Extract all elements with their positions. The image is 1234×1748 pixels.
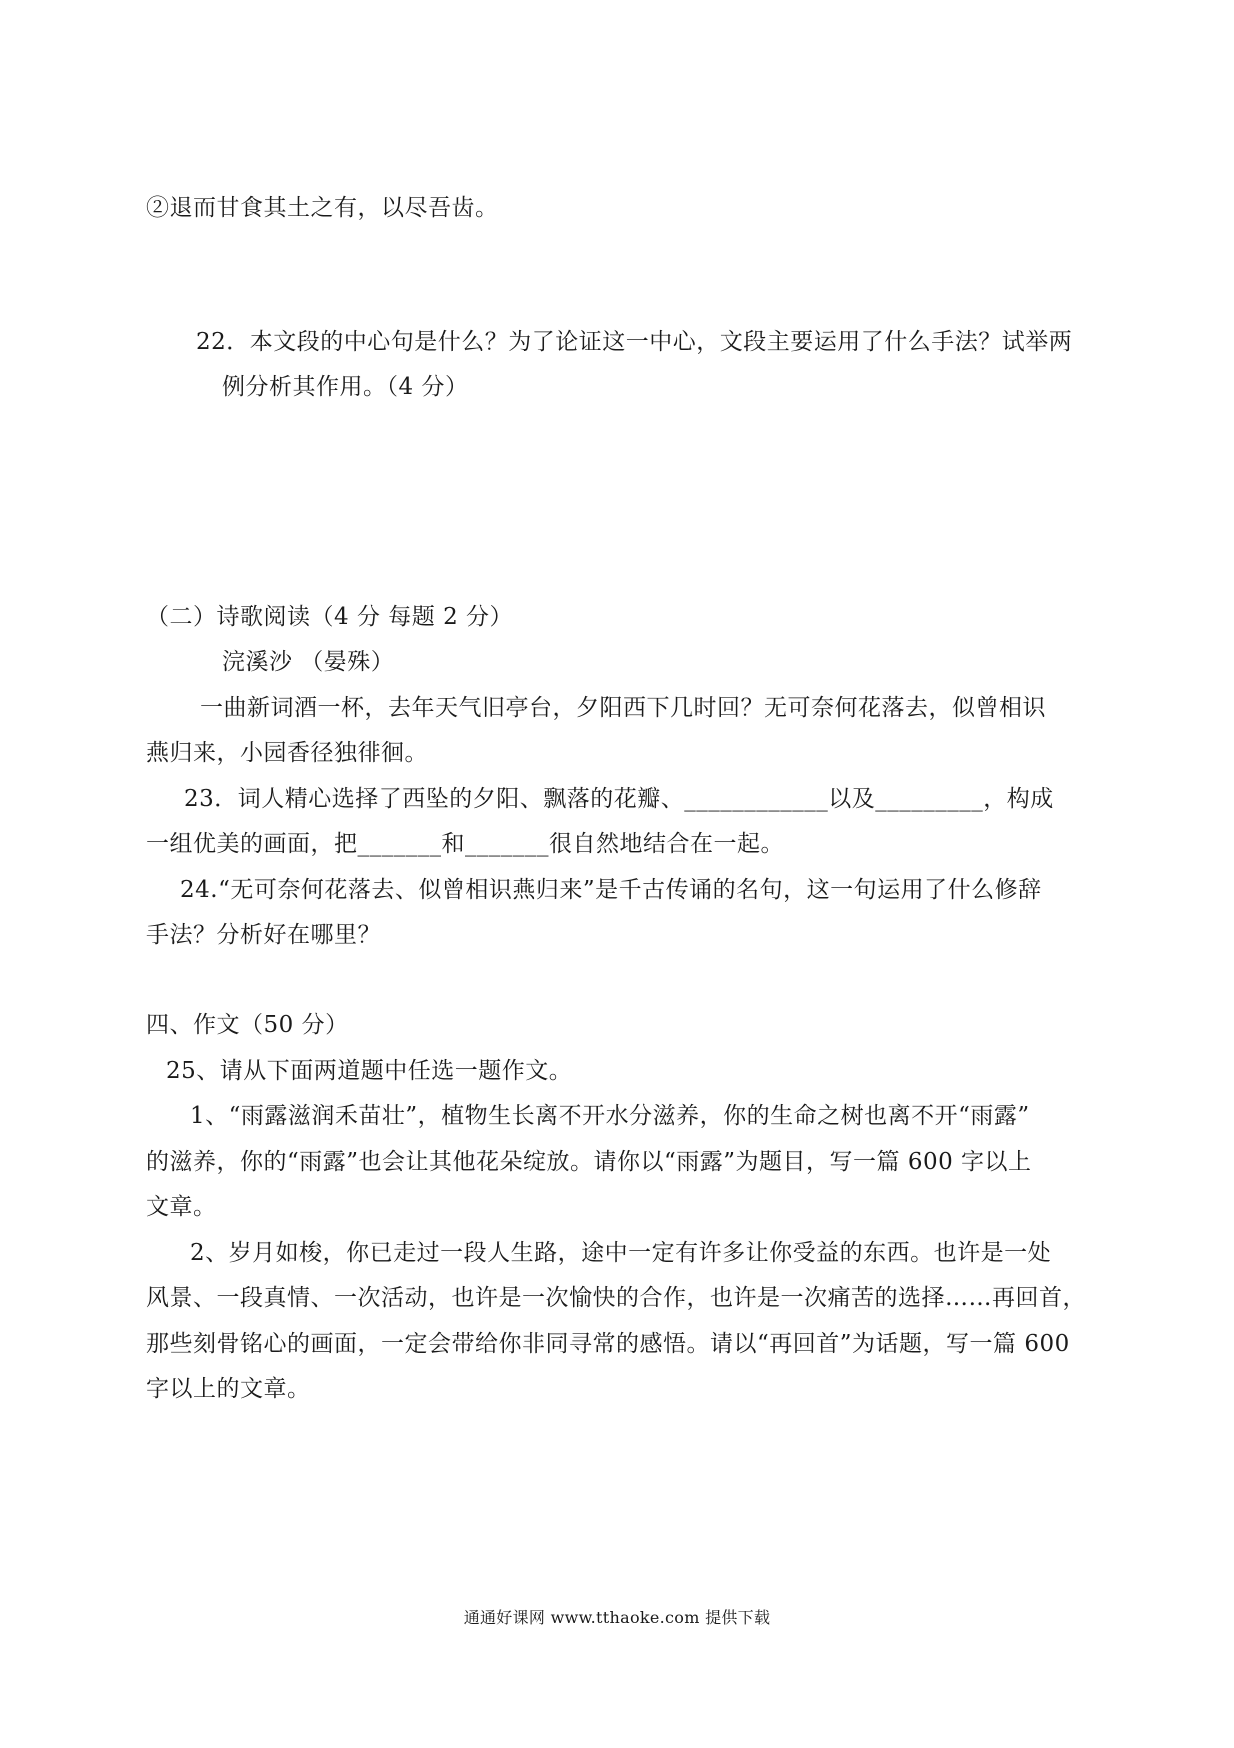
question-24-line-1: 24.“无可奈何花落去、似曾相识燕归来”是千古传诵的名句，这一句运用了什么修辞 xyxy=(180,877,1042,903)
page-footer: 通通好课网 www.tthaoke.com 提供下载 xyxy=(463,1608,771,1627)
option-1-line-2: 的滋养，你的“雨露”也会让其他花朵绽放。请你以“雨露”为题目，写一篇 600 字以上 xyxy=(146,1149,1032,1175)
item-2-text: ②退而甘食其土之有，以尽吾齿。 xyxy=(146,195,499,221)
question-22-line-2: 例分析其作用。（4 分） xyxy=(222,374,469,400)
option-2-line-3: 那些刻骨铭心的画面，一定会带给你非同寻常的感悟。请以“再回首”为话题，写一篇 600 xyxy=(146,1331,1070,1357)
question-22-line-1: 22．本文段的中心句是什么？为了论证这一中心，文段主要运用了什么手法？试举两 xyxy=(196,329,1073,355)
question-23-line-1: 23．词人精心选择了西坠的夕阳、飘落的花瓣、____________以及_________，构成 xyxy=(184,786,1054,812)
option-2-line-1: 2、岁月如梭，你已走过一段人生路，途中一定有许多让你受益的东西。也许是一处 xyxy=(190,1240,1052,1266)
poem-line-1: 一曲新词酒一杯，去年天气旧亭台，夕阳西下几时回？无可奈何花落去，似曾相识 xyxy=(200,695,1046,721)
poem-title: 浣溪沙 （晏殊） xyxy=(222,649,395,675)
question-23-line-2: 一组优美的画面，把_______和_______很自然地结合在一起。 xyxy=(146,831,784,857)
option-2-line-4: 字以上的文章。 xyxy=(146,1376,311,1402)
poem-line-2: 燕归来，小园香径独徘徊。 xyxy=(146,740,428,766)
option-1-line-1: 1、“雨露滋润禾苗壮”，植物生长离不开水分滋养，你的生命之树也离不开“雨露” xyxy=(190,1103,1030,1129)
composition-section-heading: 四、作文（50 分） xyxy=(146,1012,349,1038)
question-24-line-2: 手法？分析好在哪里？ xyxy=(146,922,381,948)
option-1-line-3: 文章。 xyxy=(146,1194,217,1220)
poetry-section-heading: （二）诗歌阅读（4 分 每题 2 分） xyxy=(146,604,514,630)
question-25: 25、请从下面两道题中任选一题作文。 xyxy=(166,1058,573,1084)
option-2-line-2: 风景、一段真情、一次活动，也许是一次愉快的合作，也许是一次痛苦的选择……再回首， xyxy=(146,1285,1086,1311)
